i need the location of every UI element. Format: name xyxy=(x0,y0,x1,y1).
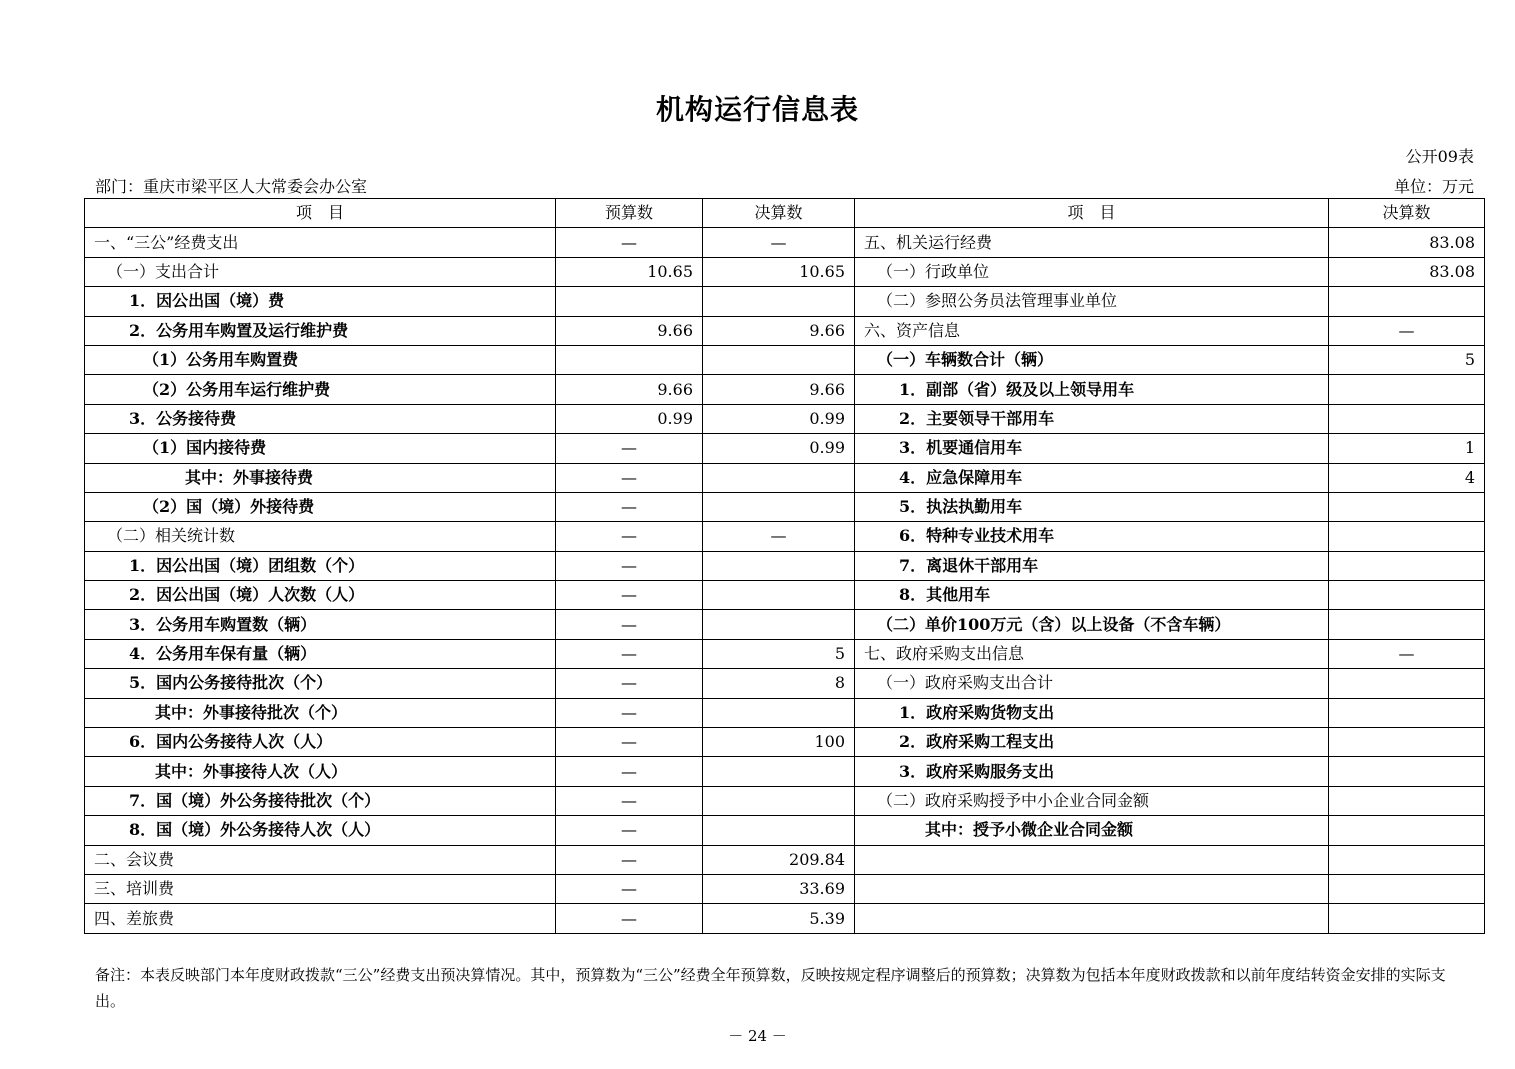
right-item-cell: （二）政府采购授予中小企业合同金额 xyxy=(855,786,1329,815)
table-row xyxy=(85,434,1485,463)
final-cell xyxy=(703,581,855,610)
right-final-cell xyxy=(1329,492,1485,521)
budget-cell: — xyxy=(556,816,703,845)
budget-cell: — xyxy=(556,757,703,786)
left-item-cell: （2）国（境）外接待费 xyxy=(85,492,556,521)
table-row xyxy=(85,845,1485,874)
left-item-cell: 3．公务接待费 xyxy=(85,404,556,433)
budget-cell: — xyxy=(556,845,703,874)
budget-cell: — xyxy=(556,463,703,492)
left-item-cell: 5．国内公务接待批次（个） xyxy=(85,669,556,698)
table-row xyxy=(85,551,1485,580)
right-item-cell: 2．主要领导干部用车 xyxy=(855,404,1329,433)
left-item-cell: 其中：外事接待批次（个） xyxy=(85,698,556,727)
table-row xyxy=(85,375,1485,404)
final-cell: 0.99 xyxy=(703,404,855,433)
right-final-cell: 1 xyxy=(1329,434,1485,463)
page-number: － 24 － xyxy=(728,1027,787,1045)
right-item-cell: 7．离退休干部用车 xyxy=(855,551,1329,580)
table-row xyxy=(85,522,1485,551)
left-item-cell: 二、会议费 xyxy=(85,845,556,874)
table-row xyxy=(85,581,1485,610)
page-title: 机构运行信息表 xyxy=(655,93,859,126)
final-cell xyxy=(703,463,855,492)
right-item-cell xyxy=(855,874,1329,903)
right-item-cell: 五、机关运行经费 xyxy=(855,228,1329,257)
budget-cell: — xyxy=(556,551,703,580)
budget-cell: 9.66 xyxy=(556,375,703,404)
right-final-cell xyxy=(1329,728,1485,757)
right-item-cell: 其中：授予小微企业合同金额 xyxy=(855,816,1329,845)
final-cell: 0.99 xyxy=(703,434,855,463)
final-cell xyxy=(703,816,855,845)
final-cell xyxy=(703,786,855,815)
budget-cell: — xyxy=(556,698,703,727)
right-final-cell: 83.08 xyxy=(1329,228,1485,257)
budget-cell: — xyxy=(556,492,703,521)
table-row xyxy=(85,728,1485,757)
right-item-cell: 七、政府采购支出信息 xyxy=(855,639,1329,668)
budget-cell: — xyxy=(556,786,703,815)
table-row xyxy=(85,257,1485,286)
budget-cell: — xyxy=(556,874,703,903)
left-item-cell: 一、“三公”经费支出 xyxy=(85,228,556,257)
right-final-cell xyxy=(1329,757,1485,786)
final-cell: 9.66 xyxy=(703,375,855,404)
left-item-cell: （一）支出合计 xyxy=(85,257,556,286)
budget-cell: — xyxy=(556,228,703,257)
table-row xyxy=(85,404,1485,433)
left-item-cell: （二）相关统计数 xyxy=(85,522,556,551)
right-item-cell: （一）车辆数合计（辆） xyxy=(855,345,1329,374)
table-row xyxy=(85,904,1485,933)
final-cell: 8 xyxy=(703,669,855,698)
table-body xyxy=(85,228,1485,933)
right-final-cell: 4 xyxy=(1329,463,1485,492)
final-cell xyxy=(703,345,855,374)
left-item-cell: 4．公务用车保有量（辆） xyxy=(85,639,556,668)
final-cell: 5 xyxy=(703,639,855,668)
right-final-cell xyxy=(1329,874,1485,903)
right-final-cell xyxy=(1329,404,1485,433)
table-row xyxy=(85,786,1485,815)
table-header-row xyxy=(85,199,1485,228)
right-final-cell xyxy=(1329,698,1485,727)
left-item-cell: 7．国（境）外公务接待批次（个） xyxy=(85,786,556,815)
right-item-cell: 1．政府采购货物支出 xyxy=(855,698,1329,727)
left-item-cell: 1．因公出国（境）费 xyxy=(85,287,556,316)
budget-cell: — xyxy=(556,669,703,698)
left-item-cell: （2）公务用车运行维护费 xyxy=(85,375,556,404)
unit-label: 单位：万元 xyxy=(1393,177,1474,196)
table-row xyxy=(85,669,1485,698)
budget-cell: — xyxy=(556,728,703,757)
header-left-item: 项 目 xyxy=(85,199,556,228)
table-row xyxy=(85,228,1485,257)
footnote: 备注：本表反映部门本年度财政拨款“三公”经费支出预决算情况。其中，预算数为“三公”经费全年预算数，反映按规定程序调整后的预算数；决算数为包括本年度财政拨款和以前年度结转资金安排的实际支出。 xyxy=(95,966,1446,1010)
right-item-cell xyxy=(855,845,1329,874)
right-final-cell: 83.08 xyxy=(1329,257,1485,286)
header-right-item: 项 目 xyxy=(855,199,1329,228)
budget-cell: — xyxy=(556,581,703,610)
final-cell xyxy=(703,757,855,786)
right-final-cell xyxy=(1329,610,1485,639)
budget-cell: — xyxy=(556,639,703,668)
final-cell: — xyxy=(703,228,855,257)
right-item-cell: 1．副部（省）级及以上领导用车 xyxy=(855,375,1329,404)
budget-cell: 0.99 xyxy=(556,404,703,433)
header-right-final: 决算数 xyxy=(1329,199,1485,228)
right-item-cell xyxy=(855,904,1329,933)
right-item-cell: 六、资产信息 xyxy=(855,316,1329,345)
right-item-cell: （二）单价100万元（含）以上设备（不含车辆） xyxy=(855,610,1329,639)
right-item-cell: （一）政府采购支出合计 xyxy=(855,669,1329,698)
right-final-cell xyxy=(1329,816,1485,845)
left-item-cell: 8．国（境）外公务接待人次（人） xyxy=(85,816,556,845)
final-cell: 10.65 xyxy=(703,257,855,286)
final-cell xyxy=(703,698,855,727)
table-row xyxy=(85,757,1485,786)
left-item-cell: 四、差旅费 xyxy=(85,904,556,933)
right-final-cell xyxy=(1329,581,1485,610)
right-item-cell: 2．政府采购工程支出 xyxy=(855,728,1329,757)
right-final-cell xyxy=(1329,551,1485,580)
table-row xyxy=(85,345,1485,374)
left-item-cell: 2．因公出国（境）人次数（人） xyxy=(85,581,556,610)
final-cell xyxy=(703,492,855,521)
right-final-cell xyxy=(1329,287,1485,316)
right-final-cell: — xyxy=(1329,316,1485,345)
final-cell xyxy=(703,551,855,580)
operation-info-table xyxy=(84,198,1485,934)
right-final-cell xyxy=(1329,904,1485,933)
table-row xyxy=(85,316,1485,345)
right-item-cell: 6．特种专业技术用车 xyxy=(855,522,1329,551)
final-cell: 33.69 xyxy=(703,874,855,903)
budget-cell xyxy=(556,287,703,316)
right-final-cell: 5 xyxy=(1329,345,1485,374)
budget-cell: — xyxy=(556,522,703,551)
right-item-cell: 3．政府采购服务支出 xyxy=(855,757,1329,786)
budget-cell: — xyxy=(556,904,703,933)
right-item-cell: （一）行政单位 xyxy=(855,257,1329,286)
left-item-cell: 1．因公出国（境）团组数（个） xyxy=(85,551,556,580)
right-final-cell: — xyxy=(1329,639,1485,668)
budget-cell: — xyxy=(556,610,703,639)
budget-cell: 9.66 xyxy=(556,316,703,345)
left-item-cell: （1）国内接待费 xyxy=(85,434,556,463)
table-row xyxy=(85,492,1485,521)
table-row xyxy=(85,287,1485,316)
right-final-cell xyxy=(1329,522,1485,551)
final-cell: 9.66 xyxy=(703,316,855,345)
budget-cell xyxy=(556,345,703,374)
right-final-cell xyxy=(1329,375,1485,404)
final-cell xyxy=(703,287,855,316)
right-final-cell xyxy=(1329,786,1485,815)
left-item-cell: 6．国内公务接待人次（人） xyxy=(85,728,556,757)
right-item-cell: 4．应急保障用车 xyxy=(855,463,1329,492)
table-row xyxy=(85,639,1485,668)
table-row xyxy=(85,610,1485,639)
final-cell xyxy=(703,610,855,639)
right-item-cell: 8．其他用车 xyxy=(855,581,1329,610)
final-cell: 5.39 xyxy=(703,904,855,933)
table-row xyxy=(85,874,1485,903)
final-cell: 209.84 xyxy=(703,845,855,874)
left-item-cell: 3．公务用车购置数（辆） xyxy=(85,610,556,639)
left-item-cell: （1）公务用车购置费 xyxy=(85,345,556,374)
left-item-cell: 2．公务用车购置及运行维护费 xyxy=(85,316,556,345)
department-label: 部门：重庆市梁平区人大常委会办公室 xyxy=(95,177,368,196)
table-row xyxy=(85,698,1485,727)
right-final-cell xyxy=(1329,845,1485,874)
left-item-cell: 三、培训费 xyxy=(85,874,556,903)
header-budget: 预算数 xyxy=(556,199,703,228)
left-item-cell: 其中：外事接待费 xyxy=(85,463,556,492)
form-code: 公开09表 xyxy=(1405,147,1474,166)
header-final: 决算数 xyxy=(703,199,855,228)
table-row xyxy=(85,463,1485,492)
budget-cell: — xyxy=(556,434,703,463)
right-item-cell: （二）参照公务员法管理事业单位 xyxy=(855,287,1329,316)
right-item-cell: 3．机要通信用车 xyxy=(855,434,1329,463)
table-row xyxy=(85,816,1485,845)
left-item-cell: 其中：外事接待人次（人） xyxy=(85,757,556,786)
right-item-cell: 5．执法执勤用车 xyxy=(855,492,1329,521)
budget-cell: 10.65 xyxy=(556,257,703,286)
right-final-cell xyxy=(1329,669,1485,698)
final-cell: 100 xyxy=(703,728,855,757)
final-cell: — xyxy=(703,522,855,551)
